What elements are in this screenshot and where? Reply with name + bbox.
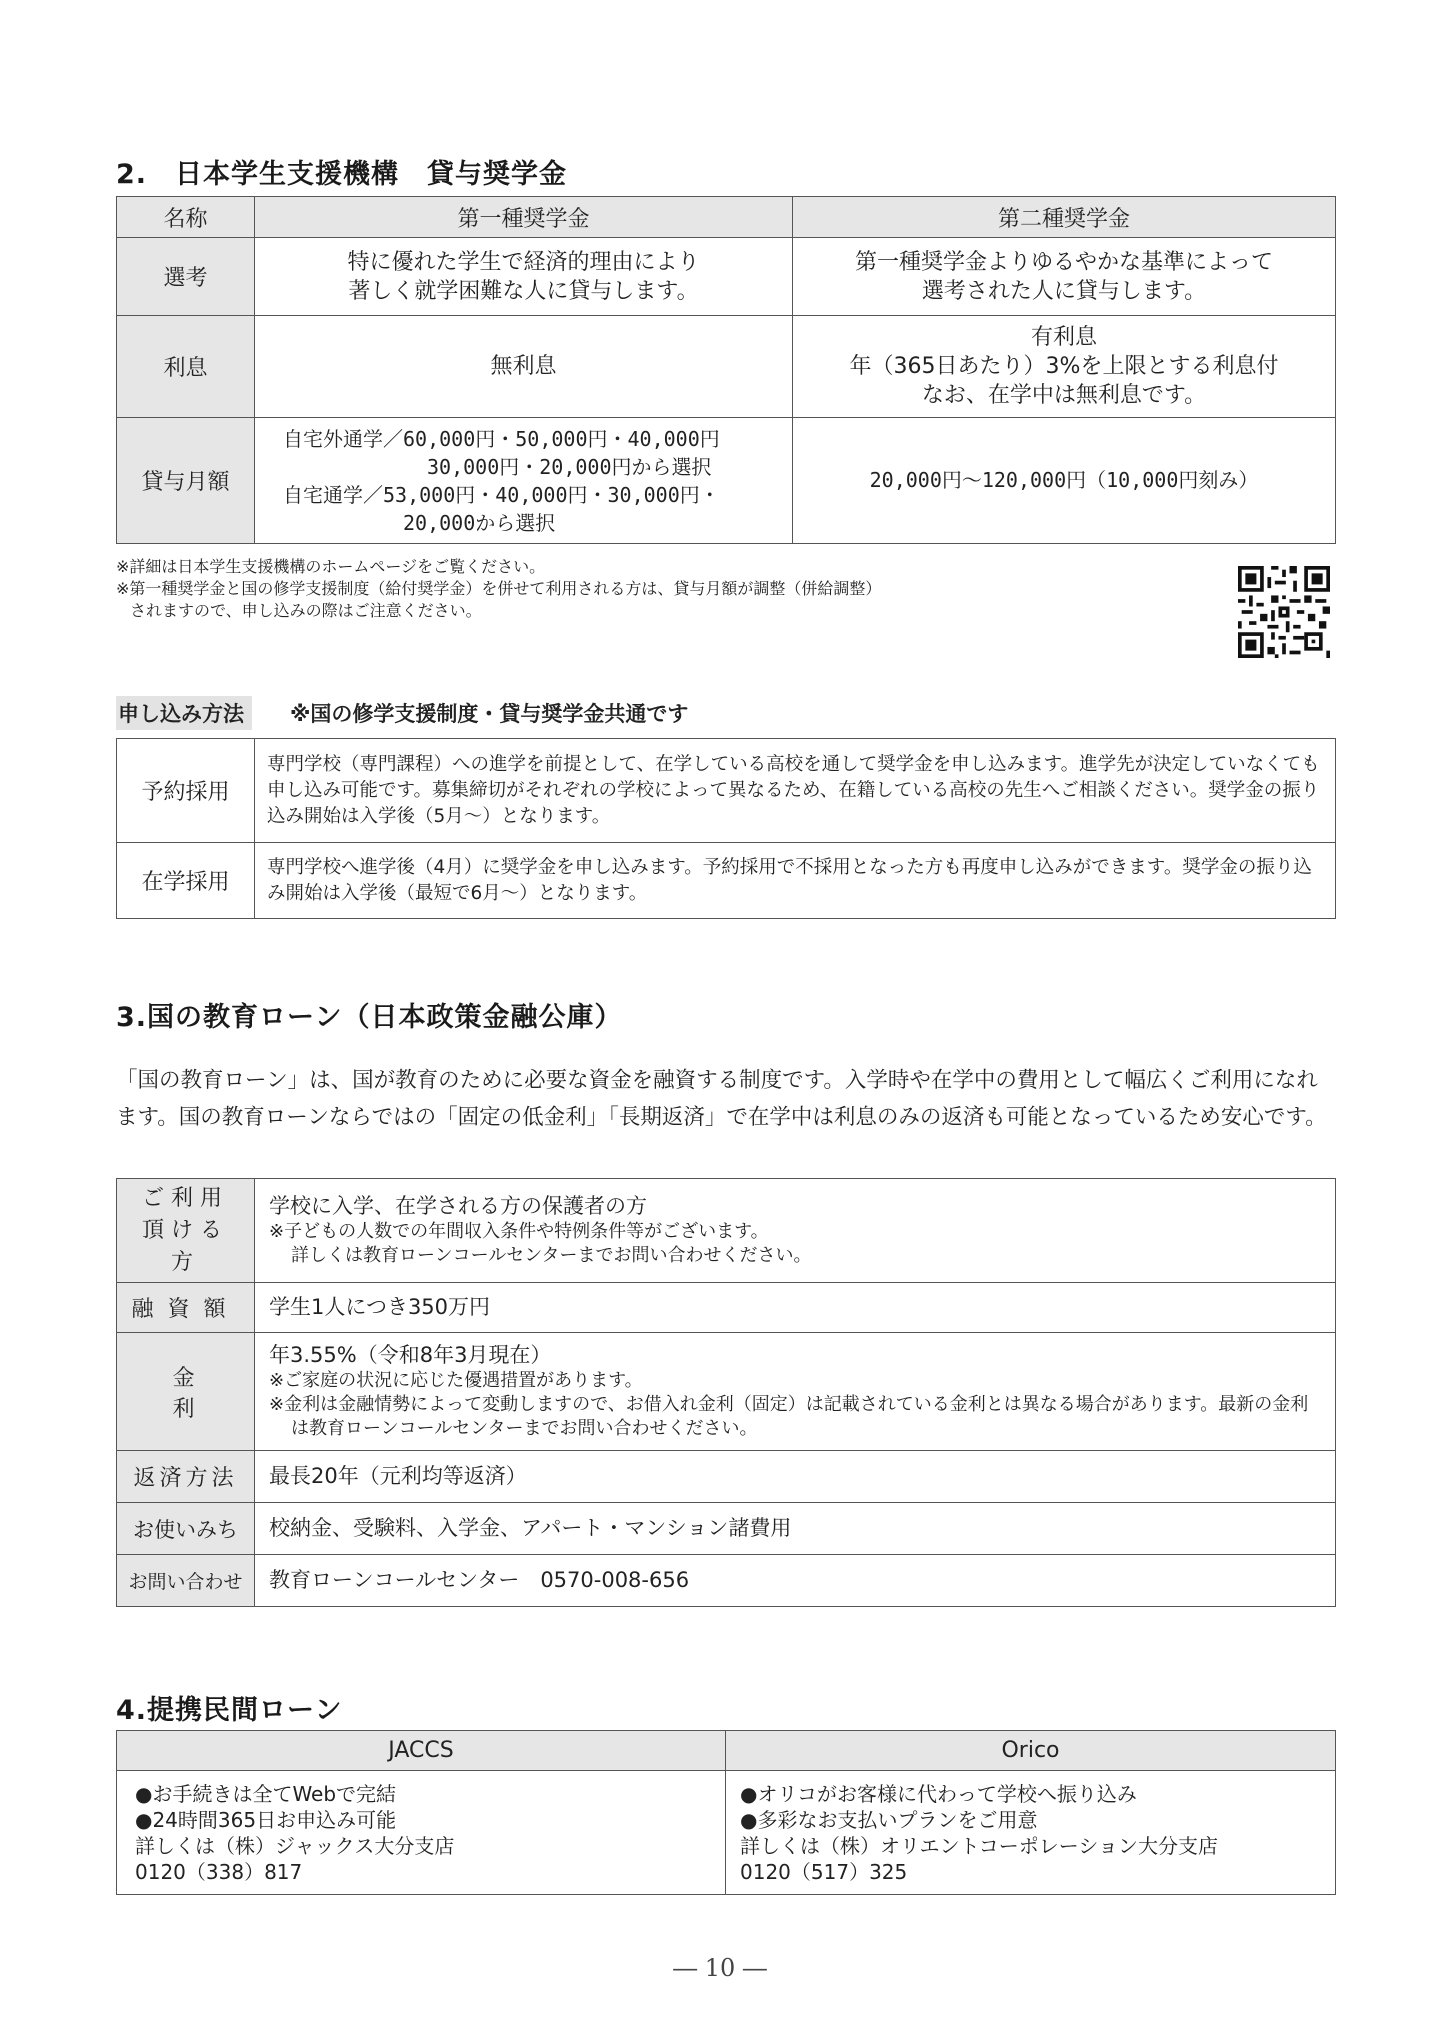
- orico-line: 詳しくは（株）オリエントコーポレーション大分支店: [740, 1833, 1218, 1858]
- orico-details: [726, 1771, 1336, 1895]
- row-label-monthly: 貸与月額: [117, 418, 255, 544]
- apply-note: ※国の修学支援制度・貸与奨学金共通です: [290, 702, 689, 726]
- rate-main: 年3.55%（令和8年3月現在）: [269, 1343, 552, 1367]
- apply-heading: [116, 698, 688, 728]
- header-type2: 第二種奨学金: [793, 197, 1336, 238]
- row-selection: [117, 238, 1336, 316]
- apply-label: 申し込み方法: [116, 696, 252, 730]
- loan-cell-rate: [255, 1333, 1336, 1451]
- loan-label-contact: お問い合わせ: [117, 1555, 255, 1607]
- section2-notes: [116, 556, 1076, 622]
- interest-type2: 有利息 年（365日あたり）3%を上限とする利息付 なお、在学中は無利息です。: [793, 316, 1336, 418]
- loan-cell-eligible: [255, 1179, 1336, 1283]
- interest-type1: 無利息: [255, 316, 793, 418]
- loan-contact: 教育ローンコールセンター 0570-008-656: [255, 1555, 1336, 1607]
- loan-label-amount: 融資額: [117, 1283, 255, 1333]
- scholarship-table: [116, 196, 1336, 544]
- loan-row-usage: [117, 1503, 1336, 1555]
- rate-sub2: ※金利は金融情勢によって変動しますので、お借入れ金利（固定）は記載されている金利とは異なる場合があります。最新の金利は教育ローンコールセンターまでお問い合わせください。: [269, 1394, 1309, 1439]
- loan-label-eligible-text: ご利用頂ける方: [141, 1185, 229, 1275]
- private-loan-details: [117, 1771, 1336, 1895]
- loan-repayment: 最長20年（元利均等返済）: [255, 1451, 1336, 1503]
- section4-title: 4.提携民間ローン: [116, 1695, 343, 1726]
- monthly-away-line1: 自宅外通学／60,000円・50,000円・40,000円: [283, 426, 720, 451]
- note-line: ※詳細は日本学生支援機構のホームページをご覧ください。: [116, 557, 546, 576]
- jaccs-line: ●24時間365日お申込み可能: [135, 1807, 397, 1832]
- page-number: ― 10 ―: [673, 1954, 767, 1982]
- note-line: されますので、申し込みの際はご注意ください。: [130, 601, 482, 620]
- apply-label-enrolled: 在学採用: [117, 843, 255, 919]
- loan-table: [116, 1178, 1336, 1607]
- loan-amount: 学生1人につき350万円: [255, 1283, 1336, 1333]
- jaccs-line: 詳しくは（株）ジャックス大分支店: [135, 1833, 455, 1858]
- private-loan-table: [116, 1730, 1336, 1895]
- eligible-sub1: ※子どもの人数での年間収入条件や特例条件等がございます。: [269, 1221, 769, 1242]
- section3-intro: 「国の教育ローン」は、国が教育のために必要な資金を融資する制度です。入学時や在学中の費用として幅広くご利用になれます。国の教育ローンならではの「固定の低金利」「長期返済」で在学中は利息のみの返済も可能となっているため安心です。: [116, 1068, 1327, 1130]
- monthly-away-line2: 30,000円・20,000円から選択: [427, 454, 712, 479]
- orico-line: ●オリコがお客様に代わって学校へ振り込み: [740, 1781, 1137, 1806]
- loan-row-eligible: [117, 1179, 1336, 1283]
- monthly-home-line1: 自宅通学／53,000円・40,000円・30,000円・: [283, 482, 720, 507]
- jaccs-phone: 0120（338）817: [135, 1859, 303, 1884]
- apply-text-reservation: 専門学校（専門課程）への進学を前提として、在学している高校を通して奨学金を申し込みます。進学先が決定していなくても申し込み可能です。募集締切がそれぞれの学校によって異なるため、在籍している高校の先生へご相談ください。奨学金の振り込み開始は入学後（5月～）となります。: [255, 739, 1336, 843]
- apply-row-enrolled: [117, 843, 1336, 919]
- orico-name: Orico: [726, 1731, 1336, 1771]
- apply-label-reservation: 予約採用: [117, 739, 255, 843]
- scholarship-header-row: [117, 197, 1336, 238]
- loan-label-usage: お使いみち: [117, 1503, 255, 1555]
- monthly-home-line2: 20,000から選択: [403, 510, 556, 535]
- section2-title: 2. 日本学生支援機構 貸与奨学金: [116, 159, 568, 190]
- loan-label-rate: 金利: [117, 1333, 255, 1451]
- jaccs-line: ●お手続きは全てWebで完結: [135, 1781, 397, 1806]
- monthly-type2: 20,000円～120,000円（10,000円刻み）: [793, 418, 1336, 544]
- header-type1: 第一種奨学金: [255, 197, 793, 238]
- apply-row-reservation: [117, 739, 1336, 843]
- monthly-type1: [255, 418, 793, 544]
- row-interest: [117, 316, 1336, 418]
- qr-code-icon: [1238, 566, 1330, 658]
- header-name: 名称: [117, 197, 255, 238]
- section3-title: 3.国の教育ローン（日本政策金融公庫）: [116, 1002, 623, 1033]
- loan-row-rate: [117, 1333, 1336, 1451]
- jaccs-name: JACCS: [117, 1731, 726, 1771]
- rate-sub1: ※ご家庭の状況に応じた優遇措置があります。: [269, 1370, 643, 1391]
- apply-text-enrolled: 専門学校へ進学後（4月）に奨学金を申し込みます。予約採用で不採用となった方も再度申し込みができます。奨学金の振り込み開始は入学後（最短で6月～）となります。: [255, 843, 1336, 919]
- eligible-main: 学校に入学、在学される方の保護者の方: [269, 1194, 647, 1218]
- selection-type2: 第一種奨学金よりゆるやかな基準によって 選考された人に貸与します。: [793, 238, 1336, 316]
- orico-phone: 0120（517）325: [740, 1859, 908, 1884]
- loan-label-eligible: [117, 1179, 255, 1283]
- jaccs-details: [117, 1771, 726, 1895]
- private-loan-header: [117, 1731, 1336, 1771]
- selection-type1: 特に優れた学生で経済的理由により 著しく就学困難な人に貸与します。: [255, 238, 793, 316]
- row-monthly-amount: [117, 418, 1336, 544]
- loan-label-repayment: 返済方法: [117, 1451, 255, 1503]
- row-label-selection: 選考: [117, 238, 255, 316]
- loan-row-contact: [117, 1555, 1336, 1607]
- orico-line: ●多彩なお支払いプランをご用意: [740, 1807, 1038, 1832]
- loan-usage: 校納金、受験料、入学金、アパート・マンション諸費用: [255, 1503, 1336, 1555]
- note-line: ※第一種奨学金と国の修学支援制度（給付奨学金）を併せて利用される方は、貸与月額が調整（併給調整）: [116, 579, 882, 598]
- row-label-interest: 利息: [117, 316, 255, 418]
- eligible-sub2: 詳しくは教育ローンコールセンターまでお問い合わせください。: [291, 1245, 812, 1266]
- loan-row-repayment: [117, 1451, 1336, 1503]
- apply-table: [116, 738, 1336, 919]
- loan-row-amount: [117, 1283, 1336, 1333]
